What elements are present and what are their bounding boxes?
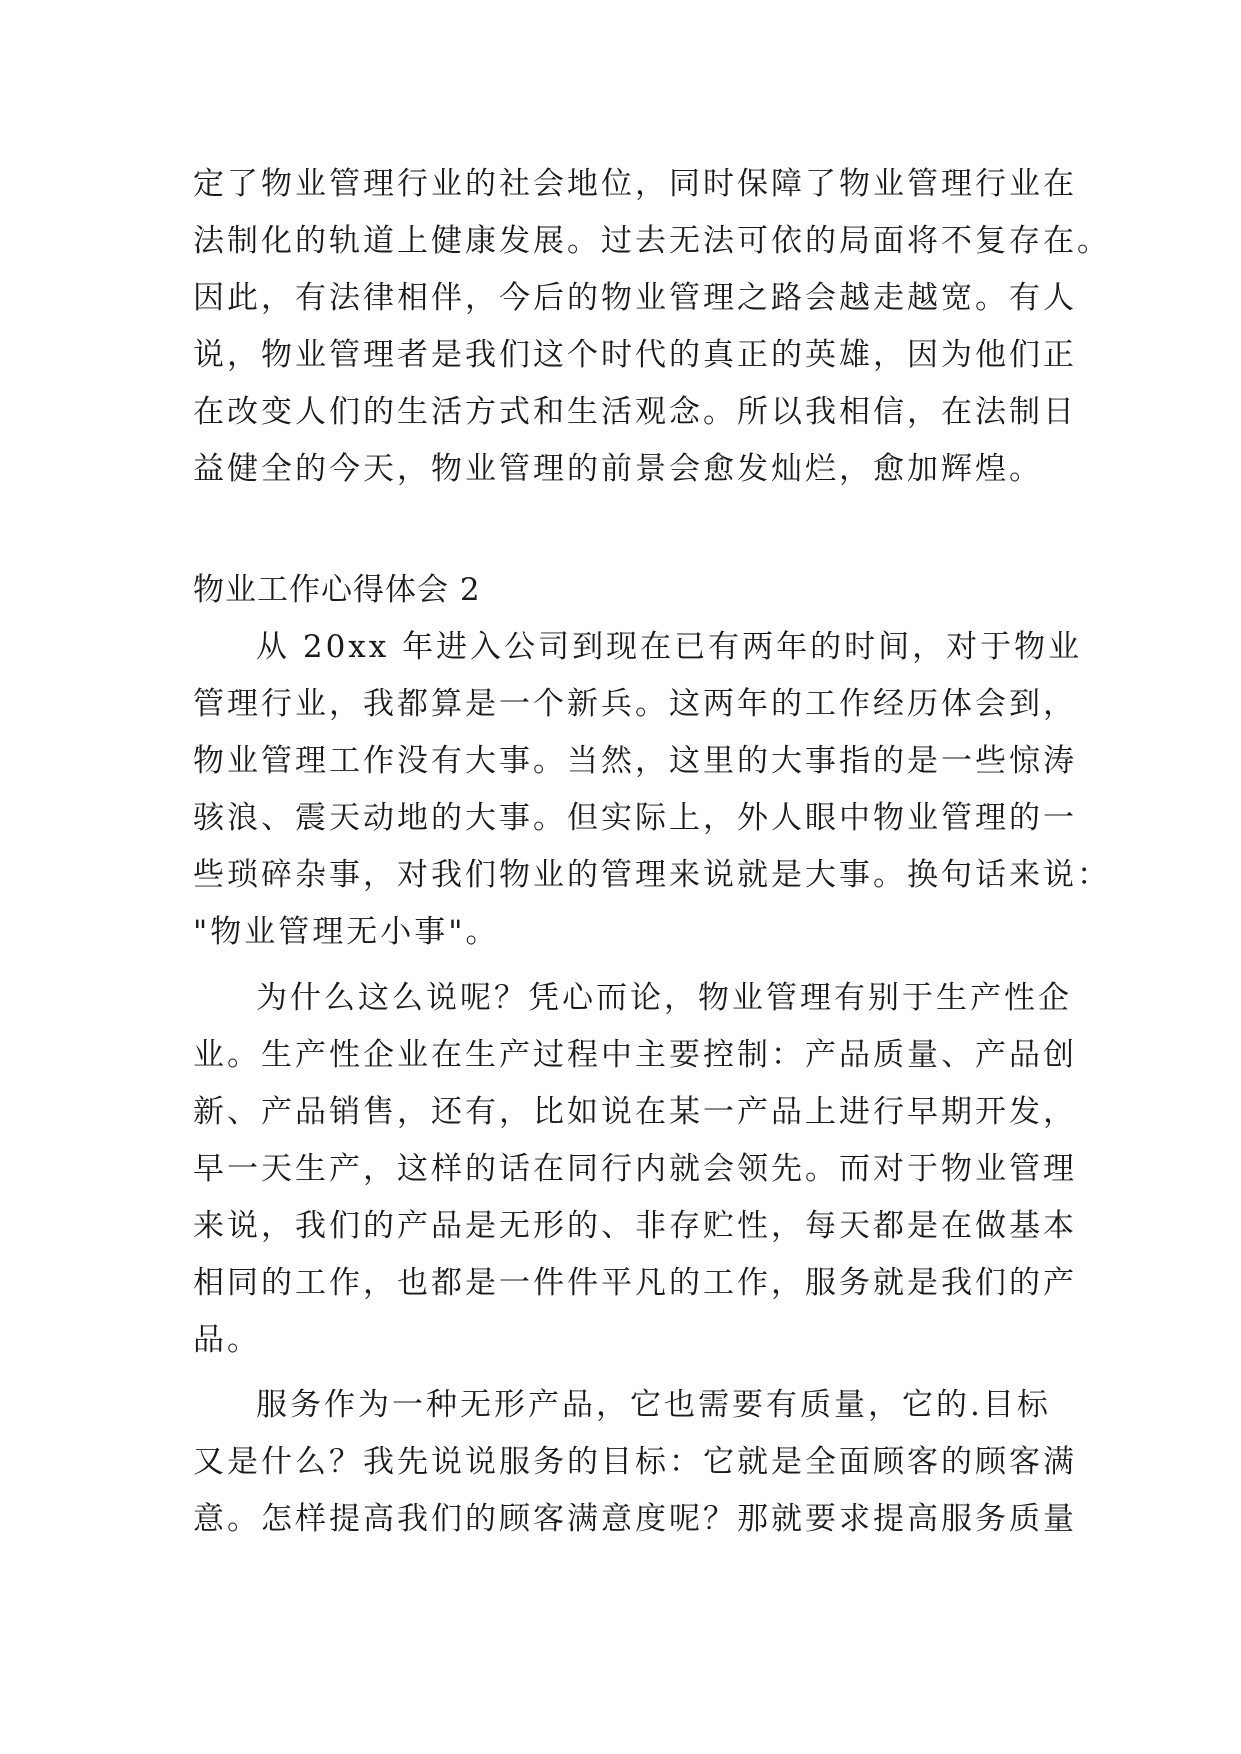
- paragraph2-line-4: 早一天生产，这样的话在同行内就会领先。而对于物业管理: [193, 1151, 1077, 1187]
- intro-line-5: 在改变人们的生活方式和生活观念。所以我相信，在法制日: [193, 394, 1077, 430]
- paragraph1-line-4: 骇浪、震天动地的大事。但实际上，外人眼中物业管理的一: [193, 800, 1077, 836]
- intro-line-4: 说，物业管理者是我们这个时代的真正的英雄，因为他们正: [193, 337, 1077, 373]
- paragraph1-line-3: 物业管理工作没有大事。当然，这里的大事指的是一些惊涛: [193, 743, 1077, 779]
- intro-line-1: 定了物业管理行业的社会地位，同时保障了物业管理行业在: [193, 166, 1077, 202]
- paragraph2-line-3: 新、产品销售，还有，比如说在某一产品上进行早期开发，: [193, 1094, 1077, 1130]
- paragraph2-line-1: 为什么这么说呢？凭心而论，物业管理有别于生产性企: [256, 980, 1072, 1016]
- paragraph2-line-7: 品。: [193, 1322, 261, 1358]
- intro-line-2: 法制化的轨道上健康发展。过去无法可依的局面将不复存在。: [193, 223, 1111, 259]
- paragraph1-line-5: 些琐碎杂事，对我们物业的管理来说就是大事。换句话来说：: [193, 857, 1111, 893]
- intro-line-6: 益健全的今天，物业管理的前景会愈发灿烂，愈加辉煌。: [193, 451, 1043, 487]
- paragraph1-line-2: 管理行业，我都算是一个新兵。这两年的工作经历体会到，: [193, 686, 1077, 722]
- paragraph1-line-1: 从 20xx 年进入公司到现在已有两年的时间，对于物业: [256, 629, 1083, 665]
- paragraph2-line-6: 相同的工作，也都是一件件平凡的工作，服务就是我们的产: [193, 1265, 1077, 1301]
- paragraph3-line-2: 又是什么？我先说说服务的目标：它就是全面顾客的顾客满: [193, 1444, 1077, 1480]
- section-title: 物业工作心得体会 2: [193, 572, 481, 608]
- paragraph2-line-5: 来说，我们的产品是无形的、非存贮性，每天都是在做基本: [193, 1208, 1077, 1244]
- paragraph3-line-3: 意。怎样提高我们的顾客满意度呢？那就要求提高服务质量: [193, 1501, 1077, 1537]
- paragraph3-line-1: 服务作为一种无形产品，它也需要有质量，它的.目标: [256, 1387, 1051, 1423]
- paragraph2-line-2: 业。生产性企业在生产过程中主要控制：产品质量、产品创: [193, 1037, 1077, 1073]
- paragraph1-line-6: "物业管理无小事"。: [193, 914, 500, 950]
- intro-line-3: 因此，有法律相伴，今后的物业管理之路会越走越宽。有人: [193, 280, 1077, 316]
